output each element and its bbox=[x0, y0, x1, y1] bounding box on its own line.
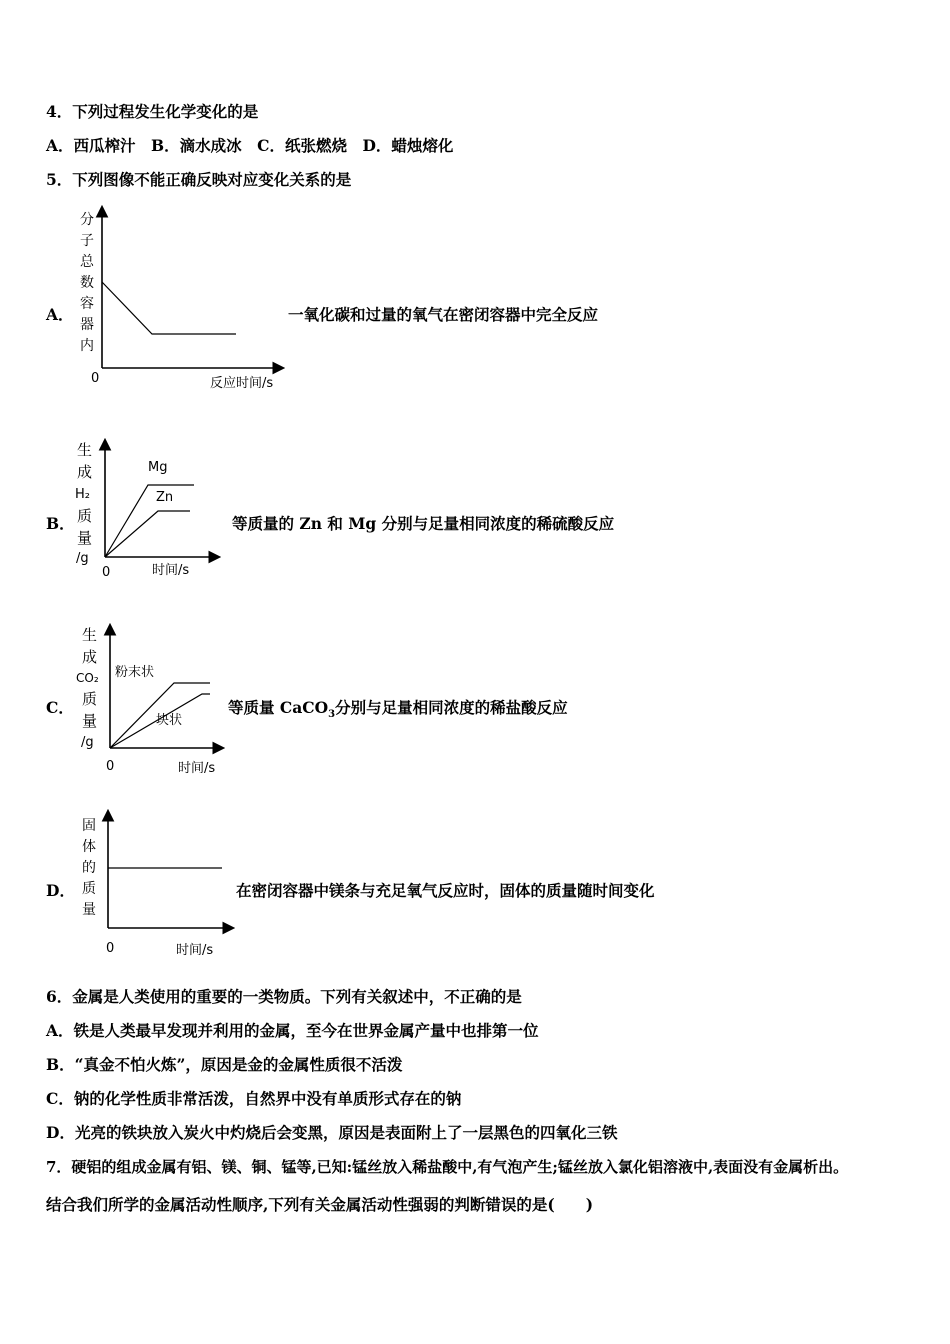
graph-c-xlabel: 时间/s bbox=[178, 761, 216, 776]
svg-text:质: 质 bbox=[82, 690, 98, 708]
svg-text:总: 总 bbox=[80, 254, 94, 270]
q6-option-b: B．“真金不怕火炼”，原因是金的金属性质很不活泼 bbox=[46, 1055, 403, 1074]
q4-stem: 4．下列过程发生化学变化的是 bbox=[46, 102, 259, 121]
graph-b-origin: 0 bbox=[102, 565, 111, 580]
svg-text:质: 质 bbox=[82, 881, 96, 897]
svg-text:内: 内 bbox=[80, 338, 94, 354]
graph-c-ylabel bbox=[76, 626, 99, 750]
svg-text:体: 体 bbox=[82, 839, 96, 855]
svg-text:CO₂: CO₂ bbox=[76, 671, 99, 685]
svg-text:/g: /g bbox=[76, 551, 89, 566]
svg-text:子: 子 bbox=[80, 233, 94, 249]
q7-stem-line2: 结合我们所学的金属活动性顺序,下列有关金属活动性强弱的判断错误的是( ) bbox=[46, 1195, 594, 1214]
svg-text:容: 容 bbox=[80, 296, 94, 312]
q5-option-a-label: A． bbox=[46, 305, 74, 324]
graph-d-xlabel: 时间/s bbox=[176, 943, 214, 958]
graph-b-series-mg: Mg bbox=[148, 460, 168, 475]
svg-text:生: 生 bbox=[82, 626, 98, 644]
q5-option-d-label: D． bbox=[46, 881, 75, 900]
svg-text:量: 量 bbox=[82, 712, 98, 730]
q6-option-c: C．钠的化学性质非常活泼，自然界中没有单质形式存在的钠 bbox=[46, 1089, 462, 1108]
svg-text:/g: /g bbox=[81, 735, 94, 750]
q5-stem: 5．下列图像不能正确反映对应变化关系的是 bbox=[46, 170, 352, 189]
q6-option-d: D．光亮的铁块放入炭火中灼烧后会变黑，原因是表面附上了一层黑色的四氧化三铁 bbox=[46, 1123, 618, 1142]
svg-text:生: 生 bbox=[77, 441, 93, 459]
svg-text:固: 固 bbox=[82, 818, 96, 834]
q7-stem-line1: 7．硬铝的组成金属有铝、镁、铜、锰等,已知:锰丝放入稀盐酸中,有气泡产生;锰丝放入氯化铝溶液中,表面没有金属析出。 bbox=[46, 1158, 849, 1176]
svg-text:质: 质 bbox=[77, 507, 93, 525]
q5-option-c-desc: 等质量 CaCO$_3$分别与足量相同浓度的稀盐酸反应 bbox=[228, 698, 568, 721]
q6-option-a: A．铁是人类最早发现并利用的金属，至今在世界金属产量中也排第一位 bbox=[46, 1021, 539, 1040]
q5-option-b-label: B． bbox=[46, 514, 75, 533]
q5-graph-a bbox=[70, 200, 290, 395]
svg-text:成: 成 bbox=[77, 463, 93, 481]
svg-text:分: 分 bbox=[80, 212, 94, 228]
graph-d-ylabel bbox=[82, 818, 96, 918]
graph-b-series-zn: Zn bbox=[156, 490, 174, 505]
q4-options: A．西瓜榨汁 B．滴水成冰 C．纸张燃烧 D．蜡烛熔化 bbox=[46, 136, 454, 155]
graph-d-origin: 0 bbox=[106, 941, 115, 956]
q6-stem: 6．金属是人类使用的重要的一类物质。下列有关叙述中，不正确的是 bbox=[46, 987, 522, 1006]
graph-a-origin: 0 bbox=[91, 371, 100, 386]
q5-option-b-desc: 等质量的 Zn 和 Mg 分别与足量相同浓度的稀硫酸反应 bbox=[232, 514, 615, 533]
svg-text:H₂: H₂ bbox=[75, 487, 90, 502]
svg-text:数: 数 bbox=[80, 275, 94, 291]
graph-c-series-lump: 块状 bbox=[156, 713, 183, 728]
svg-text:量: 量 bbox=[82, 902, 96, 918]
q5-graph-b bbox=[68, 435, 228, 585]
graph-a-xlabel: 反应时间/s bbox=[210, 376, 274, 391]
graph-a-ylabel bbox=[80, 212, 95, 354]
q5-option-a-desc: 一氧化碳和过量的氧气在密闭容器中完全反应 bbox=[288, 305, 599, 324]
graph-c-origin: 0 bbox=[106, 759, 115, 774]
graph-b-xlabel: 时间/s bbox=[152, 563, 190, 578]
q5-graph-d bbox=[74, 808, 244, 963]
graph-c-series-powder: 粉末状 bbox=[115, 665, 155, 680]
svg-text:器: 器 bbox=[80, 317, 94, 333]
q5-option-d-desc: 在密闭容器中镁条与充足氧气反应时，固体的质量随时间变化 bbox=[236, 881, 655, 900]
q5-graph-c bbox=[72, 620, 232, 780]
graph-b-ylabel bbox=[75, 441, 92, 566]
svg-text:成: 成 bbox=[82, 648, 98, 666]
q5-option-c-label: C． bbox=[46, 698, 74, 717]
svg-text:的: 的 bbox=[82, 860, 96, 876]
svg-text:量: 量 bbox=[77, 529, 93, 547]
